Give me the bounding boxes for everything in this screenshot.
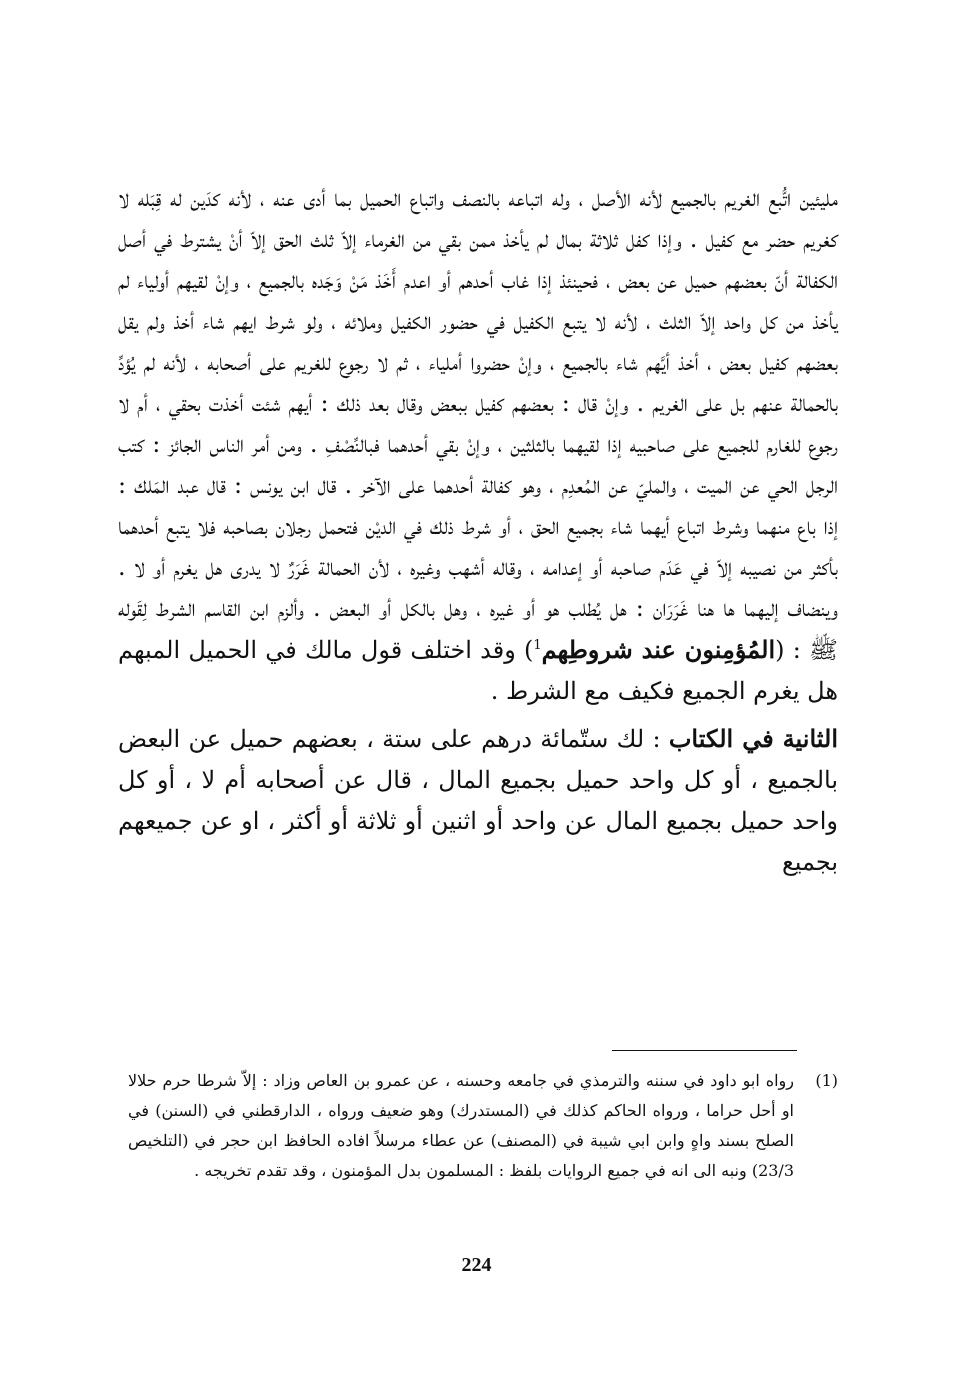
hadith-quote: المُؤمِنون عند شروطِهم [541,635,776,664]
paragraph-2-text: : لك ستّمائة درهم على ستة ، بعضهم حميل عن البعض بالجميع ، أو كل واحد حميل بجميع المال ، قال عن أصحابه أم لا ، أو كل واحد حميل بجميع المال عن واحد أو اثنين أو ثلاثة أو أكثر ، او عن جميعهم بجميع [118,725,838,876]
paragraph-1-ending: ) وقد اختلف قول مالك في الحميل المبهم هل يغرم الجميع فكيف مع الشرط . [118,636,838,705]
paragraph-1 [118,178,838,712]
paragraph-2 [118,718,838,883]
footnote-reference: 1 [533,638,542,653]
footnote-divider [612,1050,797,1051]
footnote-number: (1) [815,1071,838,1090]
paragraph-1-text: مليئين اتُّبع الغريم بالجميع لأنه الأصل ، وله اتباعه بالنصف واتباع الحميل بما أدى عنه ، لأنه كدَين له قِبَله لا كغريم حضر مع كفيل . وإذا كفل ثلاثة بمال لم يأخذ ممن بقي من الغرماء إلاّ ثلث الحق إلاّ أنْ يشترط في أصل الكفالة أنّ بعضهم حميل عن بعض ، فحينئذ إذا غاب أحدهم أو اعدم أَخَذ مَنْ وَجَده بالجميع ، وإنْ لقيهم أولياء لم يأخذ من كل واحد إلاّ الثلث ، لأنه لا يتبع الكفيل في حضور الكفيل وملائه ، ولو شرط ايهم شاء أخذ ولم يقل بعضهم كفيل بعض ، أخذ أيَّهم شاء بالجميع ، وإنْ حضروا أملياء ، ثم لا رجوع للغريم على أصحابه ، لأنه لم يُؤدِّ بالحمالة عنهم بل على الغريم . وإنْ قال : بعضهم كفيل ببعض وقال بعد ذلك : أيهم شئت أخذت بحقي ، أم لا رجوع للغارم للجميع على صاحبيه إذا لقيهما بالثلثين ، وإنْ بقي أحدهما فبالنِّصْفِ . ومن أمر الناس الجائز : كتب الرجل الحي عن الميت ، والمليّ عن المُعدِم ، وهو كفالة أحدهما على الآخر . قال ابن يونس : قال عبد المَلك : إذا باع منهما وشرط اتباع أيهما شاء بجميع الحق ، أو شرط ذلك في الديْن فتحمل رجلان بصاحبه فلا يتبع أحدهما بأكثر من نصيبه إلاّ في عَدَم صاحبه أو إعدامه ، وقاله أشهب وغيره ، لأن الحمالة غَرَرٌ لا يدرى هل يغرم أو لا . وينضاف إليهما ها هنا غَرَرَان : هل يُطلب هو أو غيره ، وهل بالكل أو البعض . وألزم ابن القاسم الشرط لِقَوله ﷺ : ( [118,184,839,664]
footnote [118,1066,838,1186]
footnote-text: رواه ابو داود في سننه والترمذي في جامعه وحسنه ، عن عمرو بن العاص وزاد : إلاّ شرطا حرم حلالا او أحل حراما ، ورواه الحاكم كذلك في (المستدرك) وهو ضعيف ورواه ، الدارقطني في (السنن) في الصلح بسند واهٍ وابن ابي شيبة في (المصنف) عن عطاء مرسلاً افاده الحافظ ابن حجر في (التلخيص 23/3) ونبه الى انه في جميع الروايات بلفظ : المسلمون بدل المؤمنون ، وقد تقدم تخريجه . [128,1071,794,1180]
page-number: 224 [461,1254,492,1276]
main-text [118,178,838,883]
section-heading: الثانية في الكتاب [668,724,838,753]
